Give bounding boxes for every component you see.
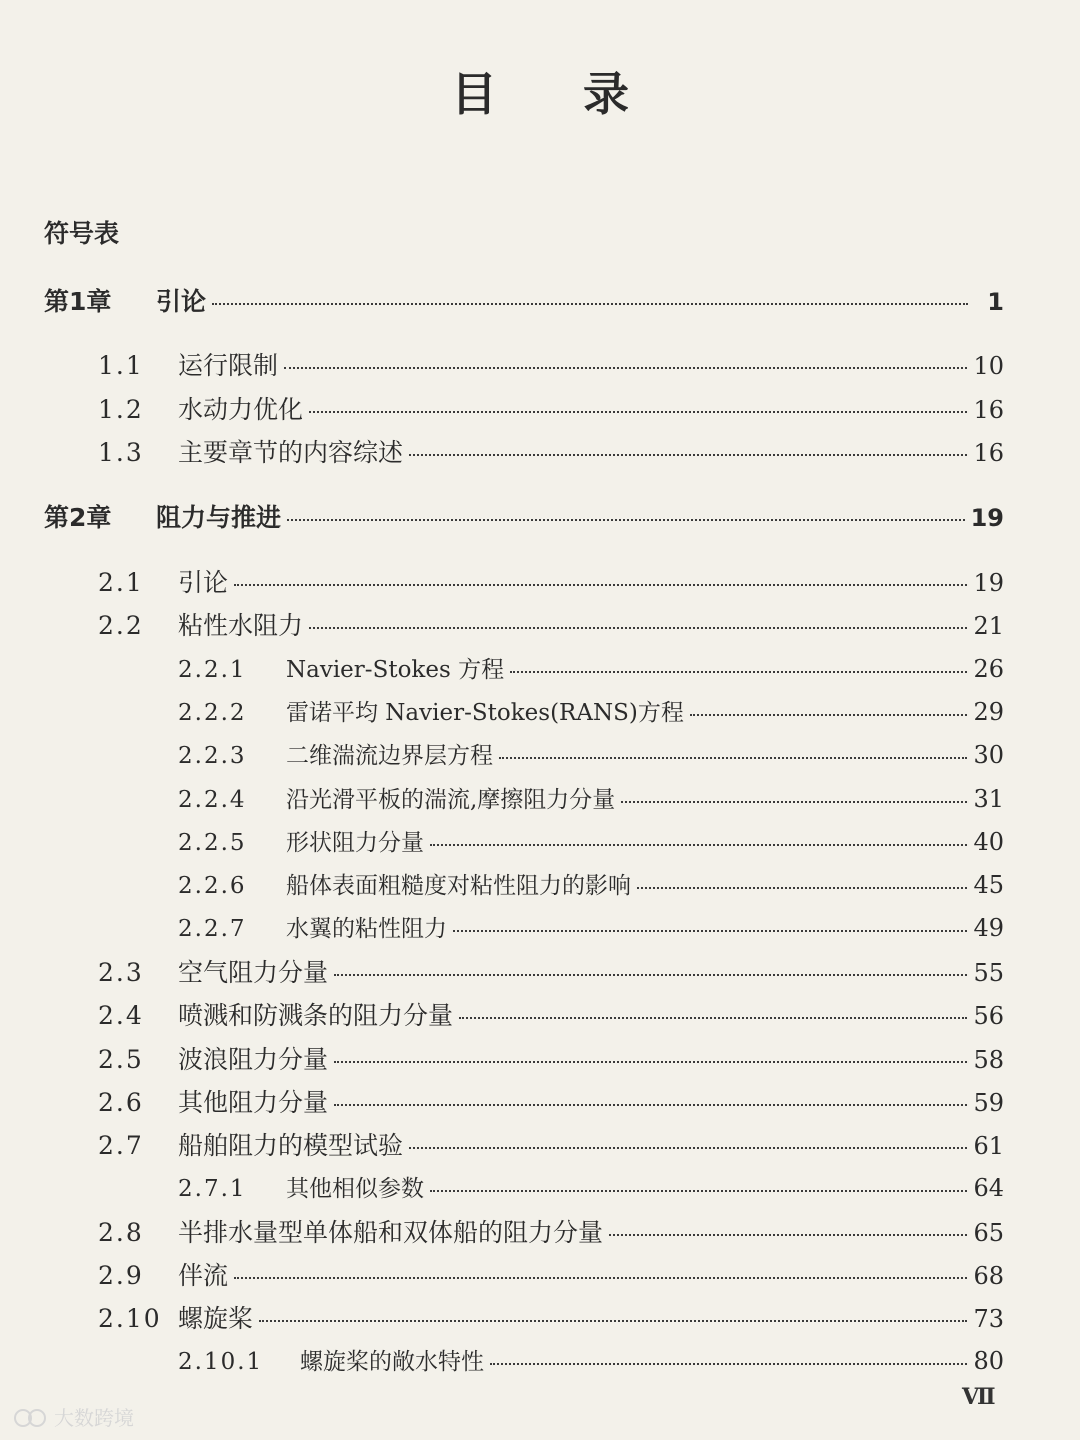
dot-leader [287,519,965,521]
entry-page: 10 [973,352,1004,380]
toc-entry-1-1[interactable] [98,346,1004,382]
entry-page: 19 [970,504,1004,532]
title-char-2: 录 [583,67,629,121]
dot-leader [212,303,968,305]
toc-entry-2-10-1[interactable] [178,1343,1004,1376]
watermark [12,1402,134,1431]
entry-number: 第2章 [44,503,112,532]
entry-title: 形状阻力分量 [286,830,424,856]
entry-page: 58 [973,1046,1004,1074]
toc-entry-2-4[interactable] [98,996,1004,1032]
entry-page: 73 [973,1305,1004,1333]
entry-number: 2.2.1 [178,657,247,683]
dot-leader [453,930,967,932]
entry-page: 19 [973,569,1004,597]
entry-page: 49 [973,914,1004,942]
page-folio: Ⅶ [962,1384,996,1410]
dot-leader [510,671,967,673]
dot-leader [259,1320,967,1322]
entry-title: 水翼的粘性阻力 [286,916,447,942]
dot-leader [637,887,967,889]
toc-entry-2-7-1[interactable] [178,1170,1004,1203]
toc-entry-2-6[interactable] [98,1083,1004,1119]
toc-entry-2-2-2[interactable] [178,694,1004,727]
toc-entry-1-2[interactable] [98,390,1004,426]
dot-leader [409,454,967,456]
toc-entry-2-1[interactable] [98,563,1004,599]
entry-number: 2.2 [98,611,144,640]
toc-entry-1-3[interactable] [98,433,1004,469]
dot-leader [430,1190,967,1192]
dot-leader [309,411,967,413]
entry-title: 引论 [156,287,207,316]
entry-title: 半排水量型单体船和双体船的阻力分量 [178,1218,604,1247]
entry-number: 2.6 [98,1088,144,1117]
entry-number: 2.4 [98,1001,144,1030]
entry-page: 59 [973,1089,1004,1117]
entry-number: 2.2.6 [178,873,247,899]
entry-number: 2.8 [98,1218,144,1247]
entry-page: 80 [973,1347,1004,1375]
entry-title: 伴流 [178,1261,229,1290]
dot-leader [499,757,967,759]
entry-number: 第1章 [44,287,112,316]
toc-entry-2-8[interactable] [98,1213,1004,1249]
entry-number: 2.2.3 [178,743,247,769]
entry-number: 2.2.5 [178,830,247,856]
entry-page: 40 [973,828,1004,856]
entry-title: Navier-Stokes 方程 [286,657,505,683]
toc-entry-2-9[interactable] [98,1256,1004,1292]
toc-entry-2-2-3[interactable] [178,737,1004,770]
dot-leader [284,367,967,369]
toc-entry-2-2-5[interactable] [178,824,1004,857]
entry-page: 31 [973,785,1004,813]
entry-page: 30 [973,741,1004,769]
toc-entry-2-10[interactable] [98,1299,1004,1335]
toc-entry-2-3[interactable] [98,953,1004,989]
entry-title: 其他相似参数 [286,1176,424,1202]
dot-leader [334,1104,967,1106]
dot-leader [490,1363,967,1365]
dot-leader [459,1017,967,1019]
entry-page: 68 [973,1262,1004,1290]
entry-number: 1.3 [98,438,144,467]
entry-number: 2.10 [98,1304,162,1333]
watermark-logo-icon [12,1406,48,1428]
watermark-text: 大数跨境 [54,1406,134,1430]
entry-page: 45 [973,871,1004,899]
dot-leader [690,714,968,716]
entry-number: 2.1 [98,568,144,597]
dot-leader [609,1234,967,1236]
entry-title: 引论 [178,568,229,597]
page-title [0,58,1080,124]
dot-leader [621,801,967,803]
toc-entry-chapter-1[interactable] [44,282,1004,318]
entry-title: 船体表面粗糙度对粘性阻力的影响 [286,873,631,899]
entry-number: 2.2.2 [178,700,247,726]
entry-title: 波浪阻力分量 [178,1045,329,1074]
entry-title: 雷诺平均 Navier-Stokes(RANS)方程 [286,700,684,726]
entry-number: 2.3 [98,958,144,987]
entry-title: 空气阻力分量 [178,958,329,987]
title-char-1: 目 [451,67,497,121]
entry-page: 56 [973,1002,1004,1030]
dot-leader [430,844,967,846]
entry-page: 16 [973,439,1004,467]
entry-page: 55 [973,959,1004,987]
entry-title: 其他阻力分量 [178,1088,329,1117]
entry-title: 船舶阻力的模型试验 [178,1131,404,1160]
entry-number: 2.2.7 [178,916,247,942]
entry-number: 2.7 [98,1131,144,1160]
entry-number: 2.5 [98,1045,144,1074]
entry-number: 2.2.4 [178,787,247,813]
entry-page: 26 [973,655,1004,683]
entry-title: 沿光滑平板的湍流,摩擦阻力分量 [286,787,616,813]
dot-leader [334,974,967,976]
toc-entry-2-2[interactable] [98,606,1004,642]
symbols-table-label: 符号表 [44,219,120,248]
entry-number: 1.1 [98,351,144,380]
entry-number: 2.9 [98,1261,144,1290]
toc-entry-2-7[interactable] [98,1126,1004,1162]
entry-number: 1.2 [98,395,144,424]
entry-title: 二维湍流边界层方程 [286,743,493,769]
entry-title: 运行限制 [178,351,279,380]
dot-leader [309,627,967,629]
toc-entry-2-2-7[interactable] [178,910,1004,943]
entry-number: 2.7.1 [178,1176,247,1202]
entry-page: 61 [973,1132,1004,1160]
entry-number: 2.10.1 [178,1349,264,1375]
entry-page: 21 [973,612,1004,640]
entry-page: 65 [973,1219,1004,1247]
entry-title: 主要章节的内容综述 [178,438,404,467]
entry-page: 64 [973,1174,1004,1202]
entry-title: 水动力优化 [178,395,304,424]
toc-entry-2-2-1[interactable] [178,651,1004,684]
entry-page: 1 [987,288,1004,316]
toc-entry-2-5[interactable] [98,1040,1004,1076]
entry-page: 29 [973,698,1004,726]
toc-entry-2-2-6[interactable] [178,867,1004,900]
dot-leader [409,1147,967,1149]
entry-title: 喷溅和防溅条的阻力分量 [178,1001,454,1030]
toc-entry-2-2-4[interactable] [178,781,1004,814]
entry-title: 螺旋桨的敞水特性 [300,1349,484,1375]
entry-title: 粘性水阻力 [178,611,304,640]
entry-page: 16 [973,396,1004,424]
toc-entry-chapter-2[interactable] [44,498,1004,534]
entry-title: 螺旋桨 [178,1304,254,1333]
dot-leader [234,584,967,586]
dot-leader [234,1277,967,1279]
entry-title: 阻力与推进 [156,503,282,532]
dot-leader [334,1061,967,1063]
